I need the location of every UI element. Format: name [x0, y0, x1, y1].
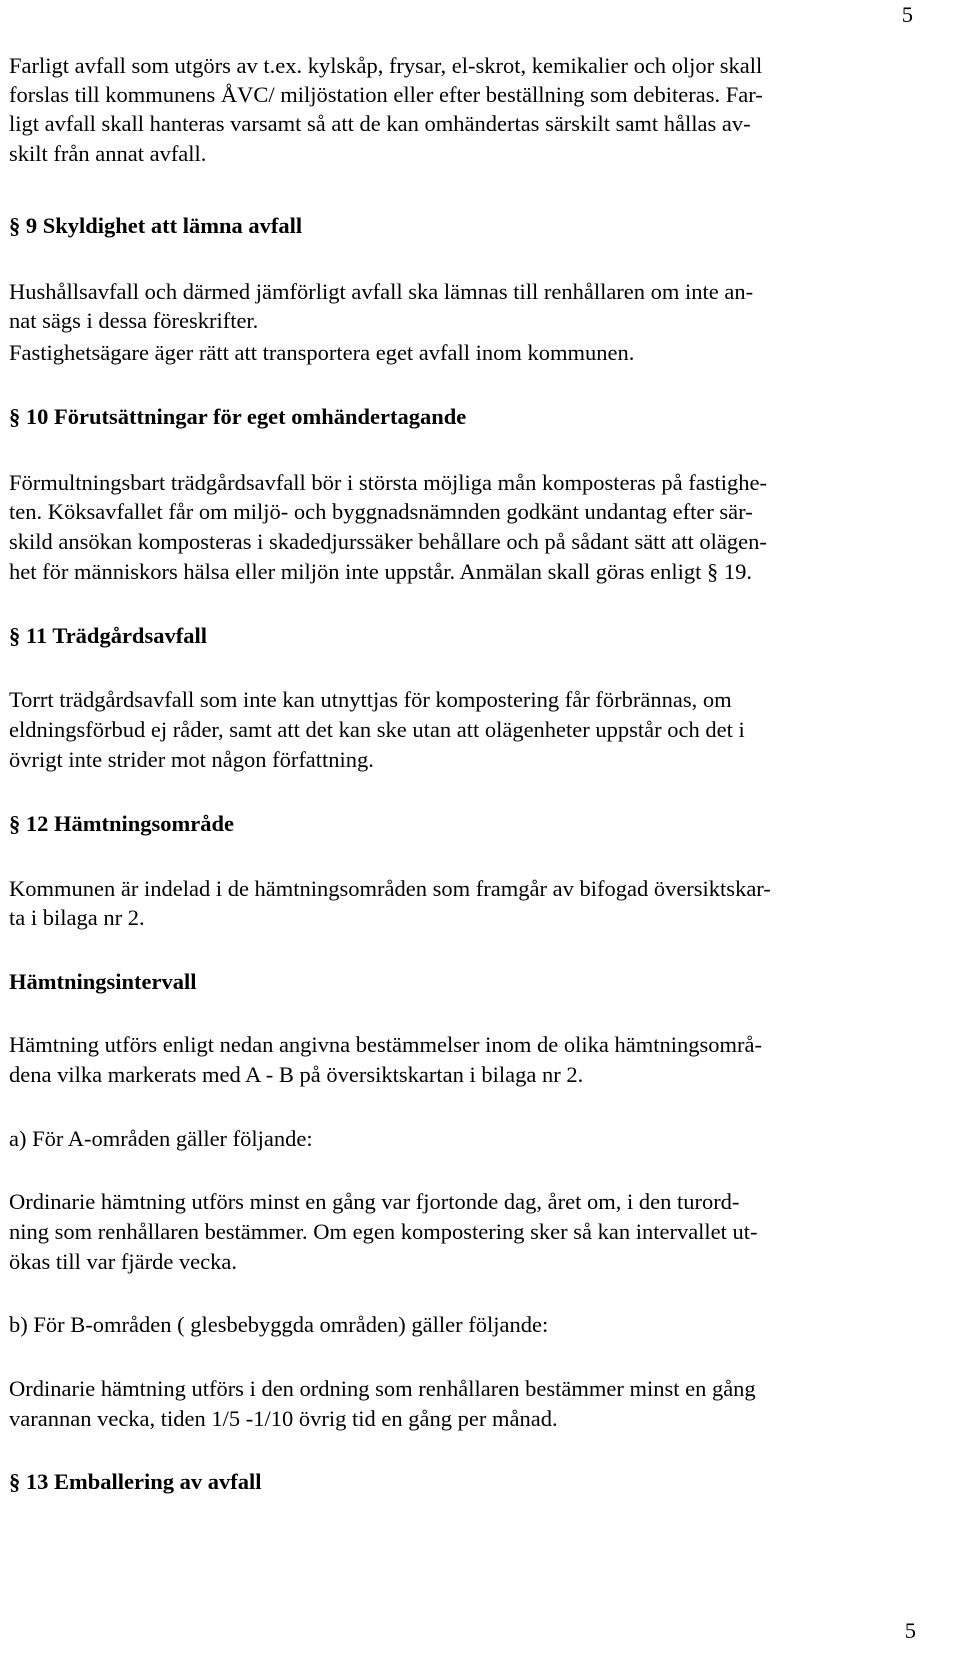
text-line: b) För B-områden ( glesbebyggda områden) gäller följande: [9, 1312, 549, 1337]
text-line: skilt från annat avfall. [9, 141, 207, 166]
text-line: a) För A-områden gäller följande: [9, 1126, 313, 1151]
text-line: skild ansökan komposteras i skadedjurssäker behållare och på sådant sätt att olägen- [9, 529, 767, 554]
text-line: Hämtning utförs enligt nedan angivna bestämmelser inom de olika hämtningsområ- [9, 1032, 762, 1057]
text-line: Torrt trädgårdsavfall som inte kan utnyttjas för kompostering får förbrännas, om [9, 687, 732, 712]
section-heading: § 13 Emballering av avfall [9, 1469, 262, 1494]
text-line: Ordinarie hämtning utförs i den ordning som renhållaren bestämmer minst en gång [9, 1376, 756, 1401]
text-line: Ordinarie hämtning utförs minst en gång var fjortonde dag, året om, i den turord- [9, 1189, 740, 1214]
text-line: ligt avfall skall hanteras varsamt så att de kan omhändertas särskilt samt hållas av- [9, 111, 751, 136]
text-line: Förmultningsbart trädgårdsavfall bör i största möjliga mån komposteras på fastighe- [9, 470, 767, 495]
section-heading: § 12 Hämtningsområde [9, 811, 234, 836]
text-line: Fastighetsägare äger rätt att transportera eget avfall inom kommunen. [9, 340, 635, 365]
text-line: ning som renhållaren bestämmer. Om egen kompostering sker så kan intervallet ut- [9, 1219, 758, 1244]
text-line: ökas till var fjärde vecka. [9, 1249, 238, 1274]
text-line: eldningsförbud ej råder, samt att det kan ske utan att olägenheter uppstår och det i [9, 717, 745, 742]
page-number-top: 5 [901, 2, 913, 27]
page-number-bottom: 5 [904, 1618, 916, 1643]
text-line: Hushållsavfall och därmed jämförligt avfall ska lämnas till renhållaren om inte an- [9, 279, 754, 304]
section-heading: § 9 Skyldighet att lämna avfall [9, 213, 303, 238]
text-line: dena vilka markerats med A - B på översiktskartan i bilaga nr 2. [9, 1062, 584, 1087]
section-heading: § 11 Trädgårdsavfall [9, 623, 207, 648]
text-line: ta i bilaga nr 2. [9, 905, 145, 930]
subheading: Hämtningsintervall [9, 969, 197, 994]
text-line: het för människors hälsa eller miljön inte uppstår. Anmälan skall göras enligt § 19. [9, 559, 752, 584]
text-line: Farligt avfall som utgörs av t.ex. kylskåp, frysar, el-skrot, kemikalier och oljor skall [9, 53, 763, 78]
text-line: nat sägs i dessa föreskrifter. [9, 308, 259, 333]
text-line: forslas till kommunens ÅVC/ miljöstation eller efter beställning som debiteras. Far- [9, 82, 763, 107]
text-line: ten. Köksavfallet får om miljö- och byggnadsnämnden godkänt undantag efter sär- [9, 499, 753, 524]
text-line: Kommunen är indelad i de hämtningsområden som framgår av bifogad översiktskar- [9, 876, 771, 901]
text-line: övrigt inte strider mot någon författning. [9, 747, 374, 772]
text-line: varannan vecka, tiden 1/5 -1/10 övrig tid en gång per månad. [9, 1406, 558, 1431]
section-heading: § 10 Förutsättningar för eget omhändertagande [9, 404, 467, 429]
